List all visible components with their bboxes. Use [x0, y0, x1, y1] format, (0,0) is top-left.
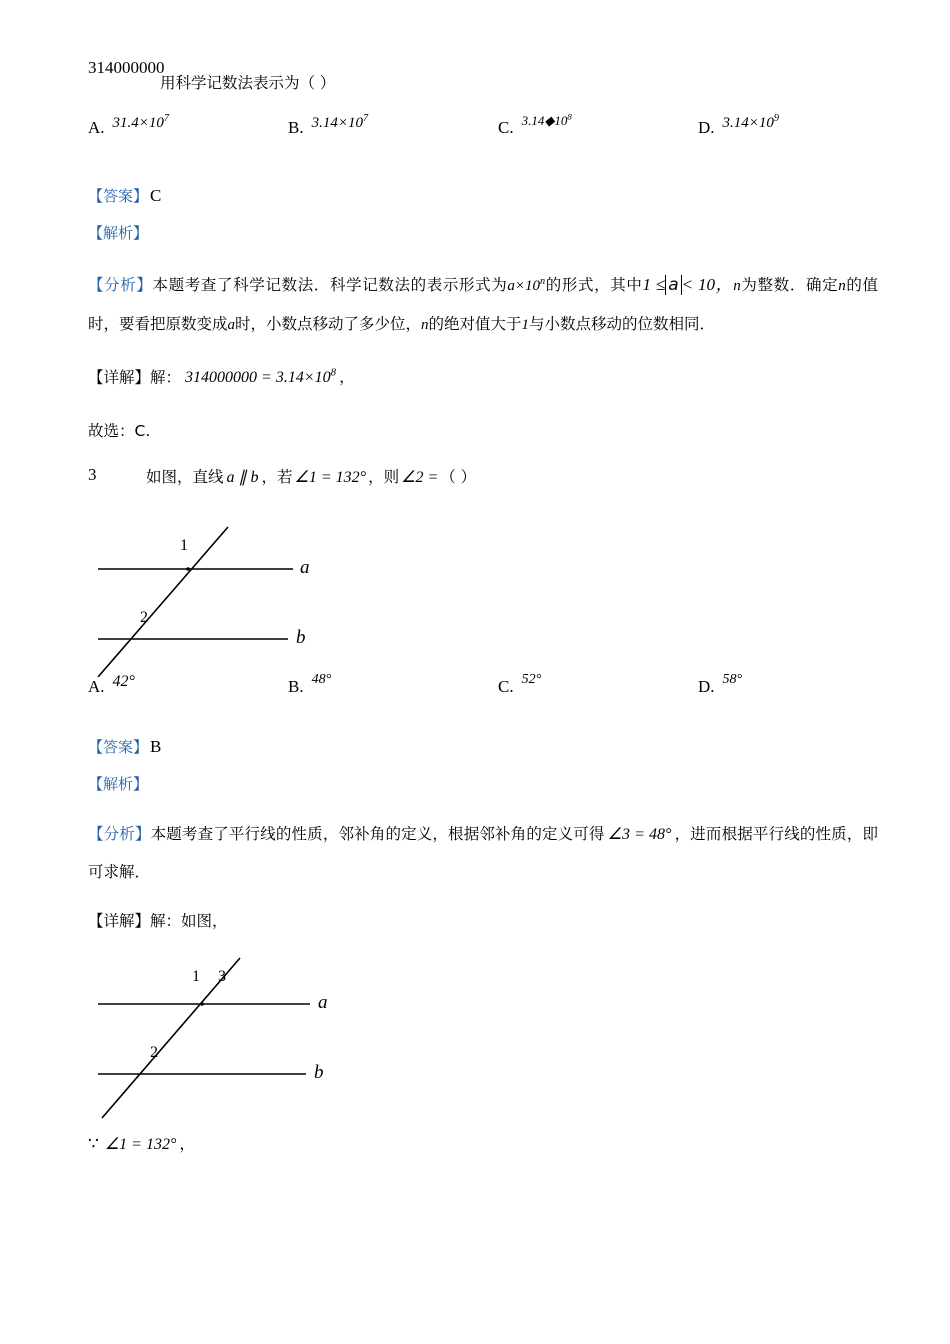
q3-option-d-label: D. [698, 676, 715, 696]
q3-option-b-value: 48° [311, 671, 332, 687]
figure-angle-2-label: 2 [140, 608, 148, 626]
question-3-number: 3 [88, 464, 97, 484]
answer-value: C [150, 186, 162, 205]
q3-detail-label: 【详解】 [88, 912, 151, 931]
q3-option-c-value: 52° [521, 671, 542, 687]
question-2-stem-text: 用科学记数法表示为（ ） [160, 74, 336, 92]
q3-option-b[interactable] [288, 671, 332, 697]
analysis-text-1: 本题考查了科学记数法．科学记数法的表示形式为 [152, 276, 508, 295]
option-c[interactable] [498, 111, 572, 138]
question-3-figure [88, 517, 448, 677]
figure2-angle-1-label: 1 [192, 968, 200, 985]
analysis-text-2: 的形式，其中 [545, 276, 643, 295]
q3-option-d-value: 58° [722, 671, 743, 687]
figure2-line-b-label: b [314, 1062, 324, 1083]
option-d[interactable] [698, 113, 779, 138]
q3-stem-math-3: ∠2 = [401, 468, 439, 486]
q3-answer-value: B [150, 736, 162, 756]
question-2-analysis-row [88, 222, 878, 243]
q3-option-a-value: 42° [112, 672, 135, 690]
figure-angle-1-label: 1 [180, 536, 188, 554]
option-c-label: C. [498, 118, 514, 137]
question-2-analysis-paragraph [88, 265, 878, 343]
analysis-math-6: a [227, 317, 236, 334]
question-3-conclusion [88, 1131, 878, 1154]
analysis-text-3: 为整数．确定 [740, 276, 839, 295]
q3-option-d[interactable] [698, 671, 743, 697]
q3-stem-4: （ ） [440, 467, 477, 486]
question-3-options [88, 671, 878, 719]
parallel-lines-diagram-2 [88, 946, 468, 1121]
option-a-value: $31.4\times 10^7$ [112, 113, 169, 131]
question-3-analysis-paragraph [88, 816, 878, 890]
analysis-text-6: 的绝对值大于 [428, 315, 522, 334]
detail-comma: ， [339, 367, 355, 386]
option-d-value: $3.14\times 10^9$ [722, 113, 779, 131]
question-2-options [88, 111, 878, 160]
question-3-figure-2 [88, 946, 468, 1121]
detail-prefix: 解： [150, 367, 182, 386]
q3-option-c[interactable] [498, 671, 542, 697]
q3-stem-math-2: ∠1 = 132° [294, 468, 367, 486]
q3-detail-text: 解：如图， [150, 912, 228, 931]
q3-option-a-label: A. [88, 676, 105, 696]
figure-line-a-label: a [300, 556, 310, 578]
q3-analysis-math-1: ∠3 = 48° [607, 826, 672, 844]
detail-label: 【详解】 [88, 367, 151, 386]
figure2-line-a-label: a [318, 992, 328, 1013]
q3-conclusion-comma: ， [179, 1136, 196, 1153]
question-3-analysis-row [88, 773, 878, 794]
analysis-math-3: < 10， [681, 275, 734, 295]
question-2-answer-row [88, 186, 878, 206]
figure2-angle-3-label: 3 [218, 968, 226, 985]
q3-stem-1: 如图，直线 [146, 467, 224, 486]
q3-analysis-text-2: ，进而根据平行线的性质，即可求解． [88, 825, 878, 881]
question-3-stem-row [88, 459, 878, 503]
question-2-conclusion: 故选：C. [88, 421, 151, 440]
q3-analysis-tag: 【解析】 [88, 775, 149, 794]
analysis-math-8: 1 [521, 317, 530, 334]
analysis-math-5: n [838, 278, 846, 295]
option-a[interactable] [88, 113, 169, 138]
analysis-math-4: n [733, 278, 741, 295]
option-d-label: D. [698, 118, 715, 137]
question-2-detail-row [88, 364, 878, 393]
q3-conclusion-math: ∠1 = 132° [104, 1136, 177, 1153]
q3-analysis-text-1: 本题考查了平行线的性质，邻补角的定义，根据邻补角的定义可得 [150, 825, 605, 844]
question-2-stem-row [88, 58, 878, 102]
q3-stem-2: ，若 [261, 467, 293, 486]
option-c-value: 3.14◆108 [521, 111, 572, 128]
answer-tag: 【答案】 [88, 187, 149, 205]
analysis-text-7: 与小数点移动的位数相同． [529, 315, 716, 334]
question-3-answer-row [88, 737, 878, 757]
option-b-value: $3.14\times 10^7$ [311, 113, 369, 131]
q3-stem-math-1: a ∥ b [226, 468, 259, 486]
figure-line-b-label: b [296, 626, 306, 648]
analysis-math-2: 1 ≤ [642, 275, 666, 295]
q3-analysis-label: 【分析】 [88, 825, 151, 844]
question-3-detail-row [88, 908, 878, 936]
therefore-symbol: ∵ [88, 1134, 99, 1154]
analysis-math-abs: a [665, 275, 681, 295]
option-b[interactable] [288, 113, 369, 138]
q3-option-c-label: C. [498, 676, 514, 696]
q3-option-a[interactable] [88, 672, 135, 697]
q3-stem-3: ，则 [368, 467, 400, 486]
analysis-text-5: 时，小数点移动了多少位， [235, 315, 422, 334]
q3-option-b-label: B. [288, 676, 304, 696]
figure2-angle-2-label: 2 [150, 1044, 158, 1061]
question-2-number: 314000000 [88, 58, 165, 77]
analysis-math-1: $a\times 10^n$ [507, 276, 546, 295]
analysis-math-7: n [421, 317, 429, 334]
document-content [88, 58, 878, 1154]
analysis-tag: 【解析】 [88, 224, 149, 243]
parallel-lines-diagram [88, 517, 448, 677]
option-a-label: A. [88, 118, 105, 137]
q3-answer-tag: 【答案】 [88, 737, 149, 756]
option-b-label: B. [288, 118, 304, 137]
analysis-text-4: 的值时，要看把原数变成 [88, 276, 878, 334]
question-3-stem-text [146, 465, 476, 487]
detail-math: $314000000 = 3.14\times 10^8$ [185, 366, 337, 386]
analysis-label: 【分析】 [88, 276, 153, 295]
